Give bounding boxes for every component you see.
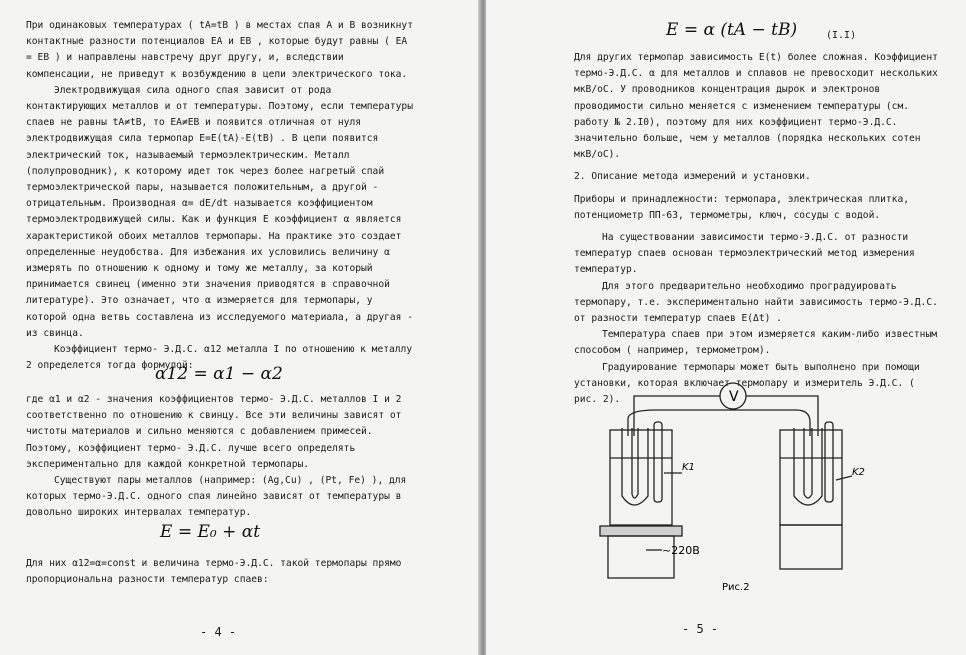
paragraph: Градуирование термопары может быть выполнено при помощи установки, которая включает термопару и измеритель Э.Д.С. ( рис. 2).: [574, 361, 920, 406]
k1-label: K1: [682, 462, 695, 473]
formula-linear-emf: E = E₀ + αt: [160, 522, 261, 542]
hot-plate-body: [608, 536, 674, 578]
paragraph: где α1 и α2 - значения коэффициентов термо- Э.Д.С. металлов I и 2 соответственно по отношению к свинцу. Все эти величины зависят от чистоты материалов и сильно меняются с добавлением примесей. Поэтому, коэффициент термо- Э.Д.С. лучше всего определять экспериментально для каждой конкретной термопары.: [26, 394, 402, 470]
page-5: [486, 0, 966, 655]
voltmeter-label: V: [729, 389, 739, 405]
paragraph: Электродвижущая сила одного спая зависит от рода контактирующих металлов и от температуры. Поэтому, если температуры спаев не равны tA≠tB, то EA≠EB и появится отличная от нуля электродвижущая сила термопар E=E(tA)-E(tB) . В цепи появится электрический ток, называемый термоэлектрическим. Металл (полупроводник), к которому идет ток через более нагретый спай термоэлектрической пары, называется положительным, а другой - отрицательным. Производная α= dE/dt называется коэффициентом термоэлектродвижущей силы. Как и функция E коэффициент α является характеристикой обоих металлов термопары. На практике это создает определенные неудобства. Для избежания их условились величину α измерять по отношению к одному и тому же металлу, за который принимается свинец (именно эти значения приводятся в справочной литературе). Это означает, что α измеряется для термопары, у которой одна ветвь составлена из исследуемого материала, а другая - из свинца.: [26, 84, 413, 339]
figure-caption: Рис.2: [722, 582, 750, 593]
left-tube: [622, 428, 648, 505]
thermometer-right-icon: [825, 422, 833, 502]
left-text-bottom: [26, 556, 416, 588]
paragraph: При одинаковых температурах ( tA=tB ) в местах спая A и B возникнут контактные разности потенциалов EA и EB , которые будут равны ( EA = EB ) и направлены навстречу друг другу, и, вследствии компенсации, не приведут к возбуждению в цепи электрического тока.: [26, 20, 413, 80]
right-text: [574, 50, 939, 408]
paragraph: Коэффициент термо- Э.Д.С. α12 металла I по отношению к металлу 2 определется тогда формулой:: [26, 344, 413, 372]
left-vessel: [610, 430, 672, 525]
page-number: - 4 -: [200, 625, 237, 639]
k2-label: K2: [852, 467, 865, 478]
paragraph: Для других термопар зависимость E(t) более сложная. Коэффициент термо-Э.Д.С. α для металлов и сплавов не превосходит нескольких мкВ/оС. У проводников концентрация дырок и электронов проводимости сильно меняется с изменением температуры (см. работу № 2.I0), поэтому для них коэффициент термо-Э.Д.С. значительно больше, чем у металлов (порядка нескольких сотен мкВ/оС).: [574, 52, 938, 161]
formula-number: (I.I): [826, 30, 857, 41]
paragraph: Для этого предварительно необходимо проградуировать термопару, т.е. экспериментально найти зависимость термо-Э.Д.С. от разности температур спаев E(Δt) .: [574, 280, 938, 325]
right-thermocouple: [804, 428, 812, 498]
k2-leader: [836, 476, 852, 480]
hot-plate-top: [600, 526, 682, 536]
thermometer-left-icon: [654, 422, 662, 502]
right-stand: [780, 525, 842, 569]
left-text-top: [26, 18, 416, 374]
paragraph: Приборы и принадлежности: термопара, электрическая плитка, потенциометр ПП-63, термометры, ключ, сосуды с водой.: [574, 193, 910, 221]
paragraph: На существовании зависимости термо-Э.Д.С. от разности температур спаев основан термоэлектрический метод измерения температур.: [574, 232, 915, 276]
page-number: - 5 -: [682, 622, 719, 636]
apparatus-diagram: [596, 378, 886, 598]
left-thermocouple: [632, 428, 638, 498]
page-4: [0, 0, 480, 655]
formula-alpha12: α12 = α1 − α2: [155, 364, 283, 384]
right-tube: [794, 428, 822, 505]
supply-label: ~220B: [662, 544, 700, 557]
paragraph: Существуют пары металлов (например: (Ag,Cu) , (Pt, Fe) ), для которых термо-Э.Д.С. одного спая линейно зависят от температуры в довольно широких интервалах температур.: [26, 475, 407, 519]
paragraph: Для них α12=α=const и величина термо-Э.Д.С. такой термопары прямо пропорциональна разности температур спаев:: [26, 558, 402, 586]
section-heading: 2. Описание метода измерений и установки.: [574, 171, 811, 183]
paragraph: Температура спаев при этом измеряется каким-либо известным способом ( например, термометром).: [574, 329, 938, 357]
left-text-middle: [26, 392, 416, 522]
formula-emf-difference: E = α (tA − tB): [666, 20, 798, 40]
